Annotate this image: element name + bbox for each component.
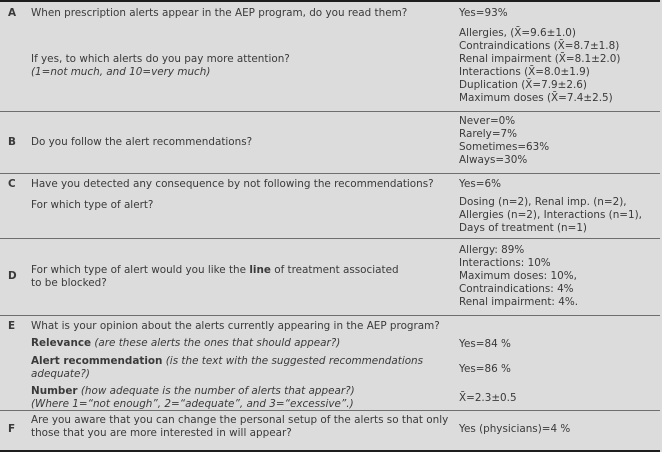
block-preference-item: Contraindications: 4% (459, 283, 574, 295)
answer-text: Yes (physicians)=4 % (459, 423, 571, 435)
alert-type-item: Days of treatment (n=1) (459, 222, 587, 234)
row-letter: D (8, 270, 17, 282)
recommendation-item: Alert recommendation (is the text with the suggested recommendations adequate?) (31, 355, 424, 380)
sub-question-text: If yes, to which alerts do you pay more attention? (31, 53, 290, 65)
question-text: For which type of alert would you like the line of treatment associated to be blocked? (31, 264, 399, 289)
table-row-c (0, 174, 660, 238)
row-letter: B (8, 136, 16, 148)
attention-scores-list (459, 27, 620, 105)
row-letter: A (8, 7, 17, 19)
recommendation-answer: Yes=86 % (459, 363, 511, 375)
scale-note: (1=not much, and 10=very much) (31, 66, 211, 78)
row-letter: C (8, 178, 16, 190)
frequency-item: Rarely=7% (459, 128, 518, 140)
alert-type-list (459, 196, 642, 235)
question-text: When prescription alerts appear in the AEP program, do you read them? (31, 7, 408, 19)
frequency-item: Always=30% (459, 154, 528, 166)
score-item: Duplication (X̄=7.9±2.6) (459, 79, 587, 91)
score-item: Allergies, (X̄=9.6±1.0) (459, 27, 576, 39)
score-item: Contraindications (X̄=8.7±1.8) (459, 40, 620, 52)
table-row-b (0, 112, 660, 173)
block-preference-item: Maximum doses: 10%, (459, 270, 577, 282)
block-preference-item: Allergy: 89% (459, 244, 525, 256)
relevance-answer: Yes=84 % (459, 338, 511, 350)
alert-type-item: Allergies (n=2), Interactions (n=1), (459, 209, 642, 221)
number-answer: X̄=2.3±0.5 (459, 392, 517, 404)
question-text: Are you aware that you can change the personal setup of the alerts so that only those that you are more interested in will appear? (31, 414, 449, 439)
block-preference-item: Renal impairment: 4%. (459, 296, 578, 308)
table-row-d (0, 239, 660, 315)
frequency-item: Never=0% (459, 115, 516, 127)
emphasis-word: line (249, 264, 271, 276)
question-text: Have you detected any consequence by not following the recommendations? (31, 178, 434, 190)
number-item: Number (how adequate is the number of alerts that appear?) (Where 1=“not enough”, 2=“adequate”, and 3=“excessive”.) (31, 385, 355, 410)
block-preference-list (459, 244, 578, 309)
sub-question-text: For which type of alert? (31, 199, 154, 211)
block-preference-item: Interactions: 10% (459, 257, 551, 269)
question-text: Do you follow the alert recommendations? (31, 136, 253, 148)
frequency-list (459, 115, 549, 167)
score-item: Maximum doses (X̄=7.4±2.5) (459, 92, 613, 104)
answer-text: Yes=6% (459, 178, 501, 190)
alert-type-item: Dosing (n=2), Renal imp. (n=2), (459, 196, 627, 208)
row-letter: F (8, 423, 16, 435)
question-text: What is your opinion about the alerts currently appearing in the AEP program? (31, 320, 440, 332)
frequency-item: Sometimes=63% (459, 141, 550, 153)
score-item: Interactions (X̄=8.0±1.9) (459, 66, 590, 78)
row-letter: E (8, 320, 16, 332)
relevance-item: Relevance (are these alerts the ones that should appear?) (31, 337, 341, 349)
score-item: Renal impairment (X̄=8.1±2.0) (459, 53, 621, 65)
answer-text: Yes=93% (459, 7, 508, 19)
table-row-f (0, 411, 660, 451)
table-row-a (0, 2, 660, 112)
table-row-e (0, 316, 660, 410)
